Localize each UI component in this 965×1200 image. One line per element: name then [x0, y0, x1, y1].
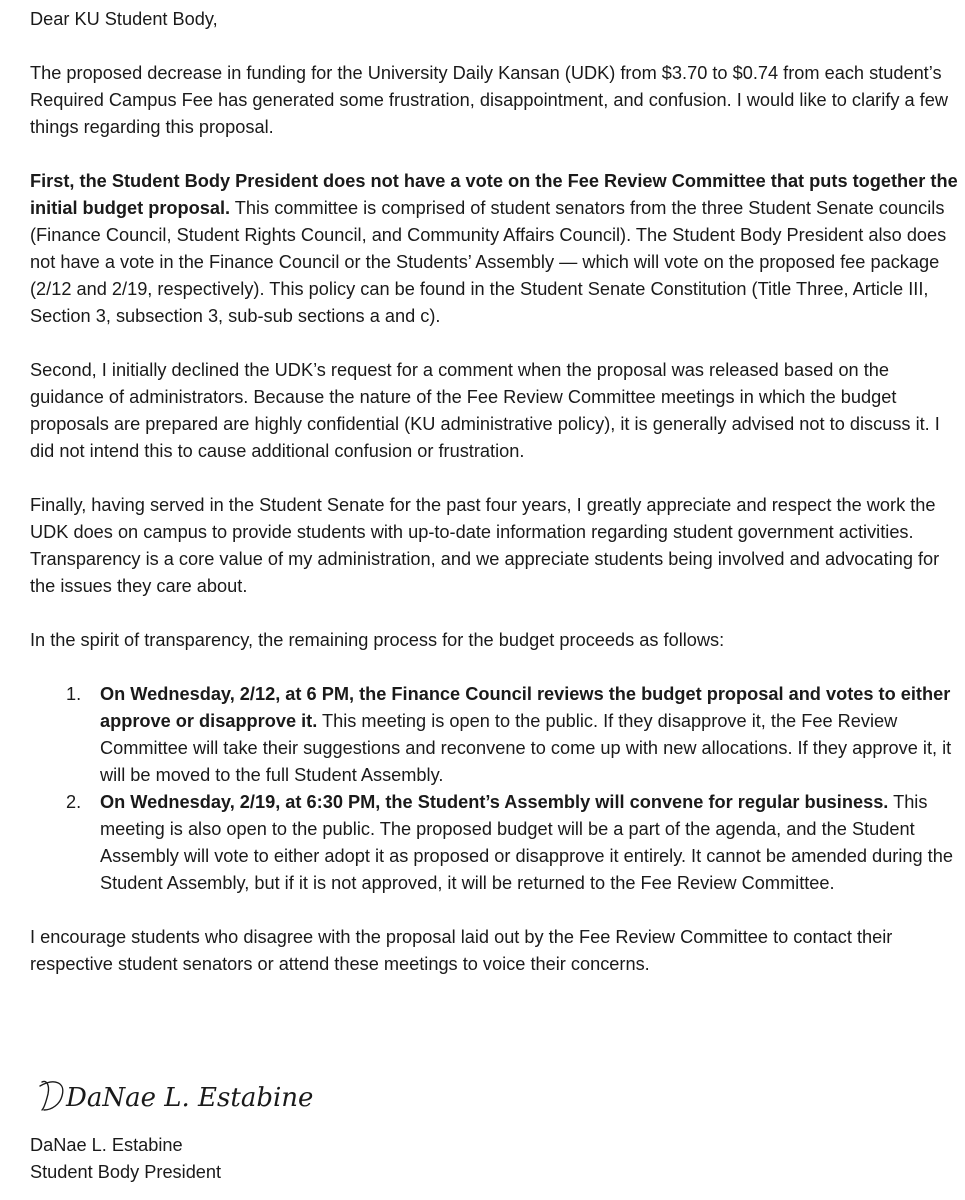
step-bold-text: On Wednesday, 2/19, at 6:30 PM, the Student’s Assembly will convene for regular business. [100, 792, 889, 812]
handwritten-signature [36, 1068, 314, 1118]
process-step [30, 681, 960, 789]
step-bold-text: On Wednesday, 2/12, at 6 PM, the Finance Council reviews the budget proposal and votes to either approve or disapprove it. [100, 684, 951, 731]
signature-block [30, 1132, 221, 1186]
final-point-paragraph: Finally, having served in the Student Senate for the past four years, I greatly appreciate and respect the work the UDK does on campus to provide students with up-to-date information regarding student government activities. Transparency is a core value of my administration, and we appreciate students being involved and advocating for the issues they care about. [30, 495, 940, 596]
process-intro: In the spirit of transparency, the remaining process for the budget proceeds as follows: [30, 630, 725, 650]
first-point-paragraph [30, 168, 960, 330]
step-number: 1. [66, 684, 82, 704]
closing-paragraph: I encourage students who disagree with the proposal laid out by the Fee Review Committee to contact their respective student senators or attend these meetings to voice their concerns. [30, 927, 893, 974]
step-text: This meeting is open to the public. If they disapprove it, the Fee Review Committee will take their suggestions and reconvene to come up with new allocations. If they approve it, it will be moved to the full Student Assembly. [100, 711, 952, 785]
signer-name: DaNae L. Estabine [30, 1135, 183, 1155]
signature-text: DaNae L. Estabine [66, 1083, 314, 1113]
first-point-bold: First, the Student Body President does not have a vote on the Fee Review Committee that puts together the initial budget proposal. [30, 171, 958, 218]
step-number: 2. [66, 792, 82, 812]
letter-body [30, 6, 960, 1005]
signer-title: Student Body President [30, 1162, 222, 1182]
greeting: Dear KU Student Body, [30, 9, 218, 29]
process-steps-list [30, 681, 960, 897]
first-point-text: This committee is comprised of student senators from the three Student Senate councils (Finance Council, Student Rights Council, and Community Affairs Council). The Student Body President also does not have a vote in the Finance Council or the Students’ Assembly — which will vote on the proposed fee package (2/12 and 2/19, respectively). This policy can be found in the Student Senate Constitution (Title Three, Article III, Section 3, subsection 3, sub-sub sections a and c). [30, 198, 947, 326]
second-point-paragraph: Second, I initially declined the UDK’s request for a comment when the proposal was released based on the guidance of administrators. Because the nature of the Fee Review Committee meetings in which the budget proposals are prepared are highly confidential (KU administrative policy), it is generally advised not to discuss it. I did not intend this to cause additional confusion or frustration. [30, 360, 940, 461]
step-text: This meeting is also open to the public. The proposed budget will be a part of the agenda, and the Student Assembly will vote to either adopt it as proposed or disapprove it entirely. It cannot be amended during the Student Assembly, but if it is not approved, it will be returned to the Fee Review Committee. [100, 792, 953, 893]
process-step [30, 789, 960, 897]
intro-paragraph: The proposed decrease in funding for the University Daily Kansan (UDK) from $3.70 to $0.74 from each student’s Required Campus Fee has generated some frustration, disappointment, and confusion. I would like to clarify a few things regarding this proposal. [30, 63, 948, 137]
